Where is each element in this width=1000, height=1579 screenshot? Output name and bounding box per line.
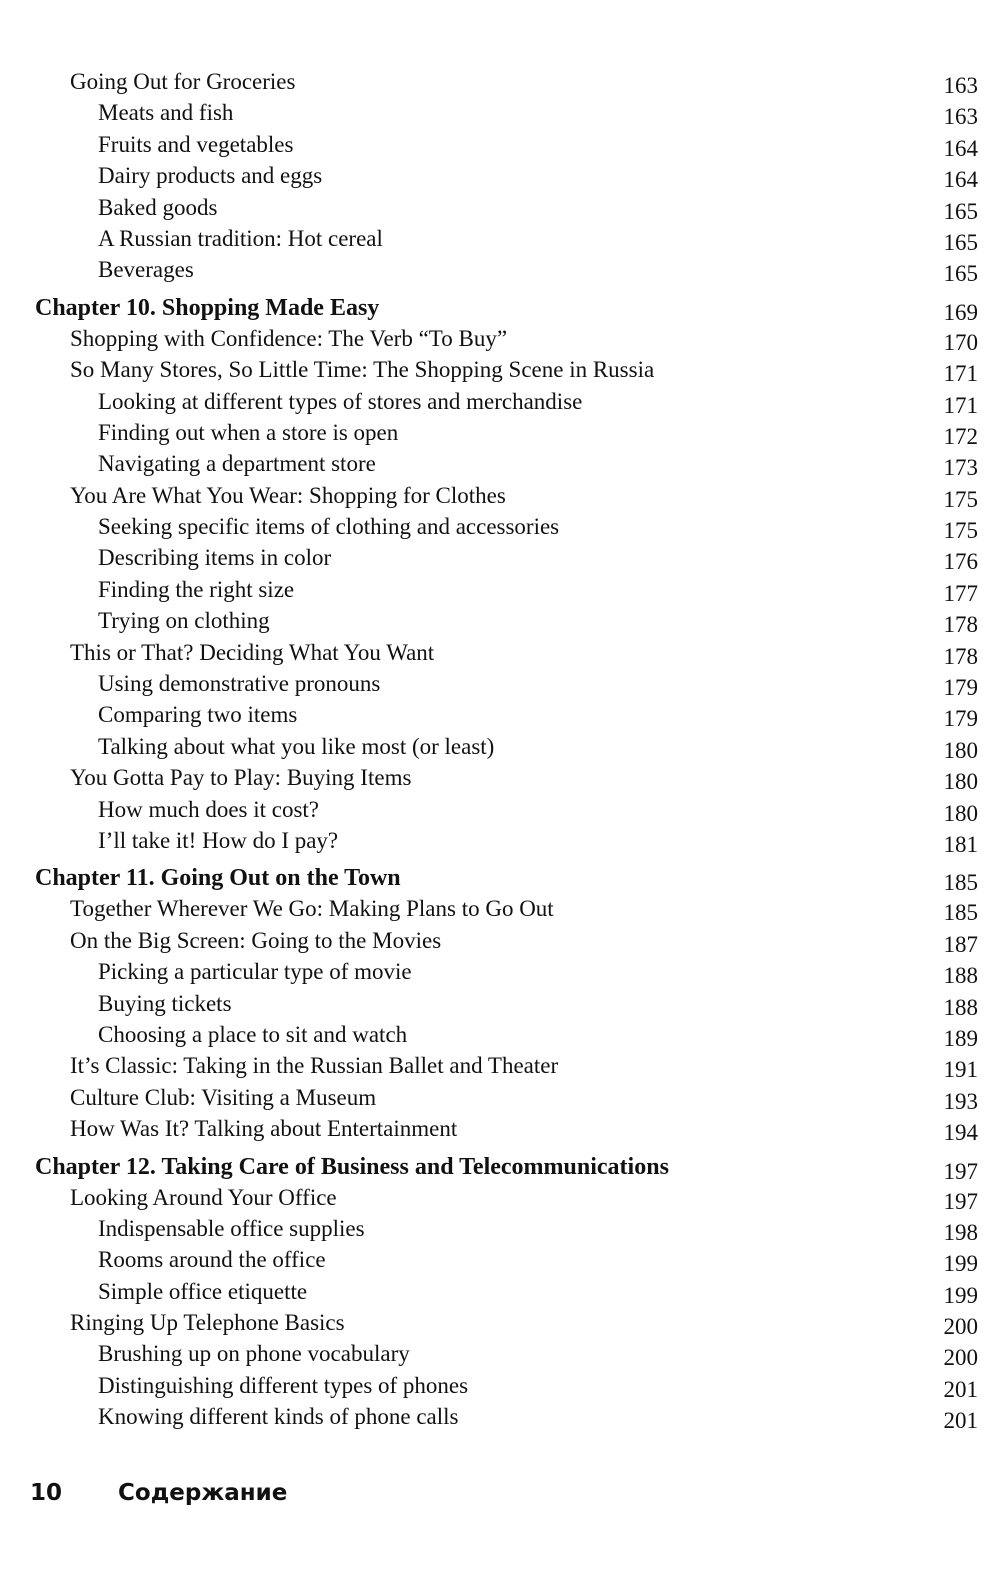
toc-page-number: 165	[943, 229, 978, 255]
toc-page-number: 194	[943, 1120, 978, 1146]
toc-entry-title: Ringing Up Telephone Basics	[70, 1310, 345, 1336]
toc-page-number: 169	[943, 299, 978, 325]
toc-page-number: 188	[943, 994, 978, 1020]
toc-entry-title: Going Out for Groceries	[70, 69, 296, 94]
toc-entry-row	[0, 1338, 1000, 1369]
toc-entry-title: Indispensable office supplies	[98, 1215, 365, 1241]
toc-page-number: 171	[943, 361, 978, 387]
toc-entry-row	[0, 97, 1000, 128]
toc-entry-row	[0, 988, 1000, 1019]
toc-entry-row	[0, 66, 1000, 97]
toc-page-number: 200	[943, 1314, 978, 1340]
toc-page-number: 170	[943, 329, 978, 355]
footer-section-title: Содержание	[118, 1480, 288, 1506]
toc-chapter-row	[0, 1145, 1000, 1182]
toc-page-number: 180	[943, 800, 978, 826]
toc-entry-row	[0, 1082, 1000, 1113]
toc-page-number: 164	[943, 167, 978, 193]
page-number: 10	[30, 1480, 63, 1506]
toc-entry-title: Together Wherever We Go: Making Plans to Go Out	[70, 896, 554, 922]
toc-entry-title: This or That? Deciding What You Want	[70, 639, 435, 665]
toc-entry-title: Finding out when a store is open	[98, 419, 399, 445]
toc-entry-row	[0, 731, 1000, 762]
toc-entry-row	[0, 417, 1000, 448]
toc-entry-row	[0, 794, 1000, 825]
toc-entry-title: Finding the right size	[98, 576, 295, 602]
toc-entry-title: A Russian tradition: Hot cereal	[98, 225, 383, 251]
toc-page-number: 180	[943, 769, 978, 795]
toc-entry-title: Using demonstrative pronouns	[98, 671, 381, 697]
toc-entry-title: Chapter 12. Taking Care of Business and Telecommunications	[35, 1153, 669, 1180]
toc-page-number: 198	[943, 1219, 978, 1245]
toc-page-number: 199	[943, 1282, 978, 1308]
toc-entry-title: Fruits and vegetables	[98, 131, 294, 157]
toc-entry-title: Culture Club: Visiting a Museum	[70, 1084, 377, 1110]
toc-entry-row	[0, 160, 1000, 191]
toc-page-number: 171	[943, 392, 978, 418]
toc-entry-row	[0, 1113, 1000, 1144]
toc-page-number: 165	[943, 261, 978, 287]
toc-page-number: 197	[943, 1188, 978, 1214]
toc-entry-row	[0, 1276, 1000, 1307]
toc-entry-row	[0, 574, 1000, 605]
toc-page-number: 199	[943, 1251, 978, 1277]
toc-entry-title: Meats and fish	[98, 100, 234, 126]
toc-entry-row	[0, 354, 1000, 385]
toc-page-number: 181	[943, 831, 978, 857]
toc-page-number: 193	[943, 1088, 978, 1114]
toc-page-number: 185	[943, 900, 978, 926]
toc-page-number: 176	[943, 549, 978, 575]
toc-entry-title: Describing items in color	[98, 545, 332, 571]
toc-entry-row	[0, 893, 1000, 924]
toc-page-number: 188	[943, 963, 978, 989]
toc-entry-row	[0, 254, 1000, 285]
toc-entry-row	[0, 542, 1000, 573]
toc-entry-title: I’ll take it! How do I pay?	[98, 827, 339, 853]
toc-entry-row	[0, 223, 1000, 254]
toc-entry-title: Trying on clothing	[98, 608, 270, 634]
toc-entry-title: Looking Around Your Office	[70, 1184, 337, 1210]
toc-page-number: 172	[943, 423, 978, 449]
toc-entry-title: You Gotta Pay to Play: Buying Items	[70, 765, 412, 791]
toc-page-number: 187	[943, 931, 978, 957]
toc-entry-title: Dairy products and eggs	[98, 163, 323, 189]
toc-chapter-row	[0, 856, 1000, 896]
toc-page-number: 164	[943, 135, 978, 161]
toc-entry-title: So Many Stores, So Little Time: The Shopping Scene in Russia	[70, 357, 655, 383]
toc-entry-title: Chapter 11. Going Out on the Town	[35, 865, 401, 892]
toc-entry-row	[0, 825, 1000, 856]
toc-entry-row	[0, 1182, 1000, 1213]
toc-entry-row	[0, 1050, 1000, 1081]
toc-page-number: 185	[943, 870, 978, 896]
toc-entry-row	[0, 925, 1000, 956]
toc-entry-row	[0, 605, 1000, 636]
toc-entry-title: Beverages	[98, 257, 194, 283]
toc-page-number: 175	[943, 486, 978, 512]
toc-entry-title: Rooms around the office	[98, 1247, 326, 1273]
toc-page-number: 189	[943, 1025, 978, 1051]
toc-entry-title: Baked goods	[98, 194, 218, 220]
toc-entry-title: Distinguishing different types of phones	[98, 1372, 469, 1398]
toc-page-number: 200	[943, 1345, 978, 1371]
toc-entry-row	[0, 668, 1000, 699]
toc-entry-row	[0, 192, 1000, 223]
toc-entry-row	[0, 956, 1000, 987]
table-of-contents	[0, 66, 1000, 1433]
toc-entry-title: Looking at different types of stores and merchandise	[98, 388, 583, 414]
toc-entry-title: Picking a particular type of movie	[98, 959, 412, 985]
toc-entry-title: Comparing two items	[98, 702, 298, 728]
toc-entry-row	[0, 448, 1000, 479]
toc-page-number: 177	[943, 580, 978, 606]
toc-page-number: 173	[943, 455, 978, 481]
toc-entry-row	[0, 386, 1000, 417]
toc-entry-row	[0, 1307, 1000, 1338]
page-footer	[30, 1480, 287, 1506]
toc-entry-title: Choosing a place to sit and watch	[98, 1021, 408, 1047]
toc-entry-title: Knowing different kinds of phone calls	[98, 1404, 459, 1430]
toc-entry-row	[0, 129, 1000, 160]
toc-entry-title: Buying tickets	[98, 990, 232, 1016]
toc-entry-title: Talking about what you like most (or least)	[98, 733, 495, 759]
toc-chapter-row	[0, 286, 1000, 323]
toc-page-number: 165	[943, 198, 978, 224]
toc-entry-title: It’s Classic: Taking in the Russian Ballet and Theater	[70, 1053, 559, 1079]
toc-entry-row	[0, 1370, 1000, 1401]
toc-entry-row	[0, 323, 1000, 354]
toc-entry-title: Shopping with Confidence: The Verb “To Buy”	[70, 325, 508, 351]
toc-page-number: 180	[943, 737, 978, 763]
toc-page-number: 163	[943, 73, 978, 98]
toc-page-number: 179	[943, 675, 978, 701]
toc-entry-row	[0, 511, 1000, 542]
toc-page-number: 197	[943, 1158, 978, 1184]
toc-page-number: 175	[943, 518, 978, 544]
toc-page-number: 178	[943, 612, 978, 638]
toc-entry-title: On the Big Screen: Going to the Movies	[70, 927, 442, 953]
toc-entry-title: Simple office etiquette	[98, 1278, 308, 1304]
toc-page-number: 201	[943, 1376, 978, 1402]
toc-entry-title: Navigating a department store	[98, 451, 376, 477]
toc-page-number: 191	[943, 1057, 978, 1083]
toc-entry-title: You Are What You Wear: Shopping for Clothes	[70, 482, 506, 508]
toc-entry-title: Brushing up on phone vocabulary	[98, 1341, 410, 1367]
toc-entry-row	[0, 1401, 1000, 1432]
toc-entry-title: How Was It? Talking about Entertainment	[70, 1116, 458, 1142]
toc-page-number: 179	[943, 706, 978, 732]
toc-entry-row	[0, 1213, 1000, 1244]
toc-page-number: 178	[943, 643, 978, 669]
toc-entry-row	[0, 480, 1000, 511]
toc-entry-row	[0, 637, 1000, 668]
toc-entry-row	[0, 762, 1000, 793]
toc-entry-row	[0, 1019, 1000, 1050]
toc-page-number: 163	[943, 104, 978, 130]
toc-page-number: 201	[943, 1408, 978, 1434]
toc-entry-title: Chapter 10. Shopping Made Easy	[35, 294, 380, 321]
toc-entry-title: Seeking specific items of clothing and accessories	[98, 514, 560, 540]
toc-entry-row	[0, 699, 1000, 730]
toc-entry-title: How much does it cost?	[98, 796, 320, 822]
toc-entry-row	[0, 1244, 1000, 1275]
